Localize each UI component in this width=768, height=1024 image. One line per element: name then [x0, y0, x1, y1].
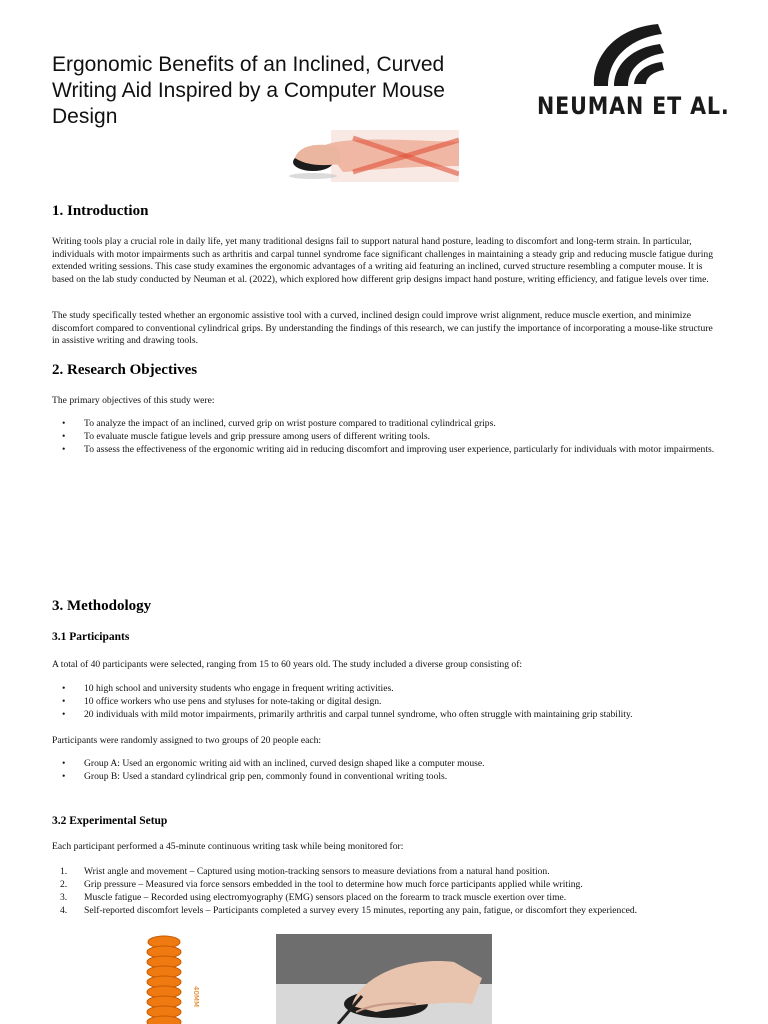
list-item: 2. Grip pressure – Measured via force sensors embedded in the tool to determine how much force participants applied while writing. — [60, 879, 583, 890]
list-item: 3. Muscle fatigue – Recorded using electromyography (EMG) sensors placed on the forearm to track muscle exertion over time. — [60, 892, 567, 903]
list-item: • To assess the effectiveness of the ergonomic writing aid in reducing discomfort and improving user experience, particularly for individuals with motor impairments. — [52, 443, 720, 456]
list-item: • 10 high school and university students who engage in frequent writing activities. — [52, 682, 720, 695]
groups-lead: Participants were randomly assigned to two groups of 20 people each: — [52, 735, 322, 746]
document-title: Ergonomic Benefits of an Inclined, Curved Writing Aid Inspired by a Computer Mouse Design — [52, 53, 445, 128]
objectives-list — [52, 417, 720, 456]
section-heading-methodology: 3. Methodology — [52, 598, 152, 614]
coil-size-label: 40MM — [192, 986, 200, 1007]
section-heading-objectives: 2. Research Objectives — [52, 362, 198, 378]
list-item: • 10 office workers who use pens and styluses for note-taking or digital design. — [52, 695, 720, 708]
section-heading-introduction: 1. Introduction — [52, 203, 149, 219]
list-item: • To analyze the impact of an inclined, curved grip on wrist posture compared to traditional cylindrical grips. — [52, 417, 720, 430]
participants-list — [52, 682, 720, 721]
objectives-lead: The primary objectives of this study were: — [52, 395, 215, 406]
list-item: • To evaluate muscle fatigue levels and grip pressure among users of different writing tools. — [52, 430, 720, 443]
list-item: 4. Self-reported discomfort levels – Participants completed a survey every 15 minutes, reporting any pain, fatigue, or discomfort they experienced. — [60, 905, 638, 916]
list-item: 1. Wrist angle and movement – Captured using motion-tracking sensors to measure deviations from a natural hand position. — [60, 866, 550, 877]
list-item: • Group B: Used a standard cylindrical grip pen, commonly found in conventional writing tools. — [52, 770, 720, 783]
intro-paragraph-1: Writing tools play a crucial role in daily life, yet many traditional designs fail to support natural hand posture, leading to discomfort and long-term strain. In particular, individuals with motor impairments such as arthritis and carpal tunnel syndrome face significant challenges in maintaining a steady grip and reducing muscle fatigue during extended writing sessions. This case study examines the ergonomic advantages of a writing aid featuring an inclined, curved structure resembling a computer mouse. It is based on the lab study conducted by Neuman et al. (2022), which explored how different grip designs impact hand posture, writing efficiency, and fatigue levels over time. — [52, 236, 713, 285]
logo-text: NEUMAN ET AL. — [537, 92, 730, 120]
coiled-grip-image — [140, 934, 206, 1024]
setup-lead: Each participant performed a 45-minute continuous writing task while being monitored for: — [52, 841, 404, 852]
hand-on-mouse-image — [283, 126, 459, 184]
list-item: • Group A: Used an ergonomic writing aid with an inclined, curved design shaped like a computer mouse. — [52, 757, 720, 770]
subsection-heading-participants: 3.1 Participants — [52, 631, 130, 643]
intro-paragraph-2: The study specifically tested whether an ergonomic assistive tool with a curved, inclined design could improve wrist alignment, reduce muscle exertion, and minimize discomfort compared to conventional cylindrical grips. By understanding the findings of this research, we can justify the importance of incorporating a mouse-like structure in assistive writing and drawing tools. — [52, 310, 713, 346]
setup-list — [52, 865, 720, 917]
groups-list — [52, 757, 720, 783]
hand-using-writing-aid-photo — [276, 934, 492, 1024]
list-item: • 20 individuals with mild motor impairments, primarily arthritis and carpal tunnel syndrome, who often struggle with maintaining grip stability. — [52, 708, 720, 721]
participants-lead: A total of 40 participants were selected, ranging from 15 to 60 years old. The study included a diverse group consisting of: — [52, 659, 523, 670]
subsection-heading-setup: 3.2 Experimental Setup — [52, 815, 168, 827]
